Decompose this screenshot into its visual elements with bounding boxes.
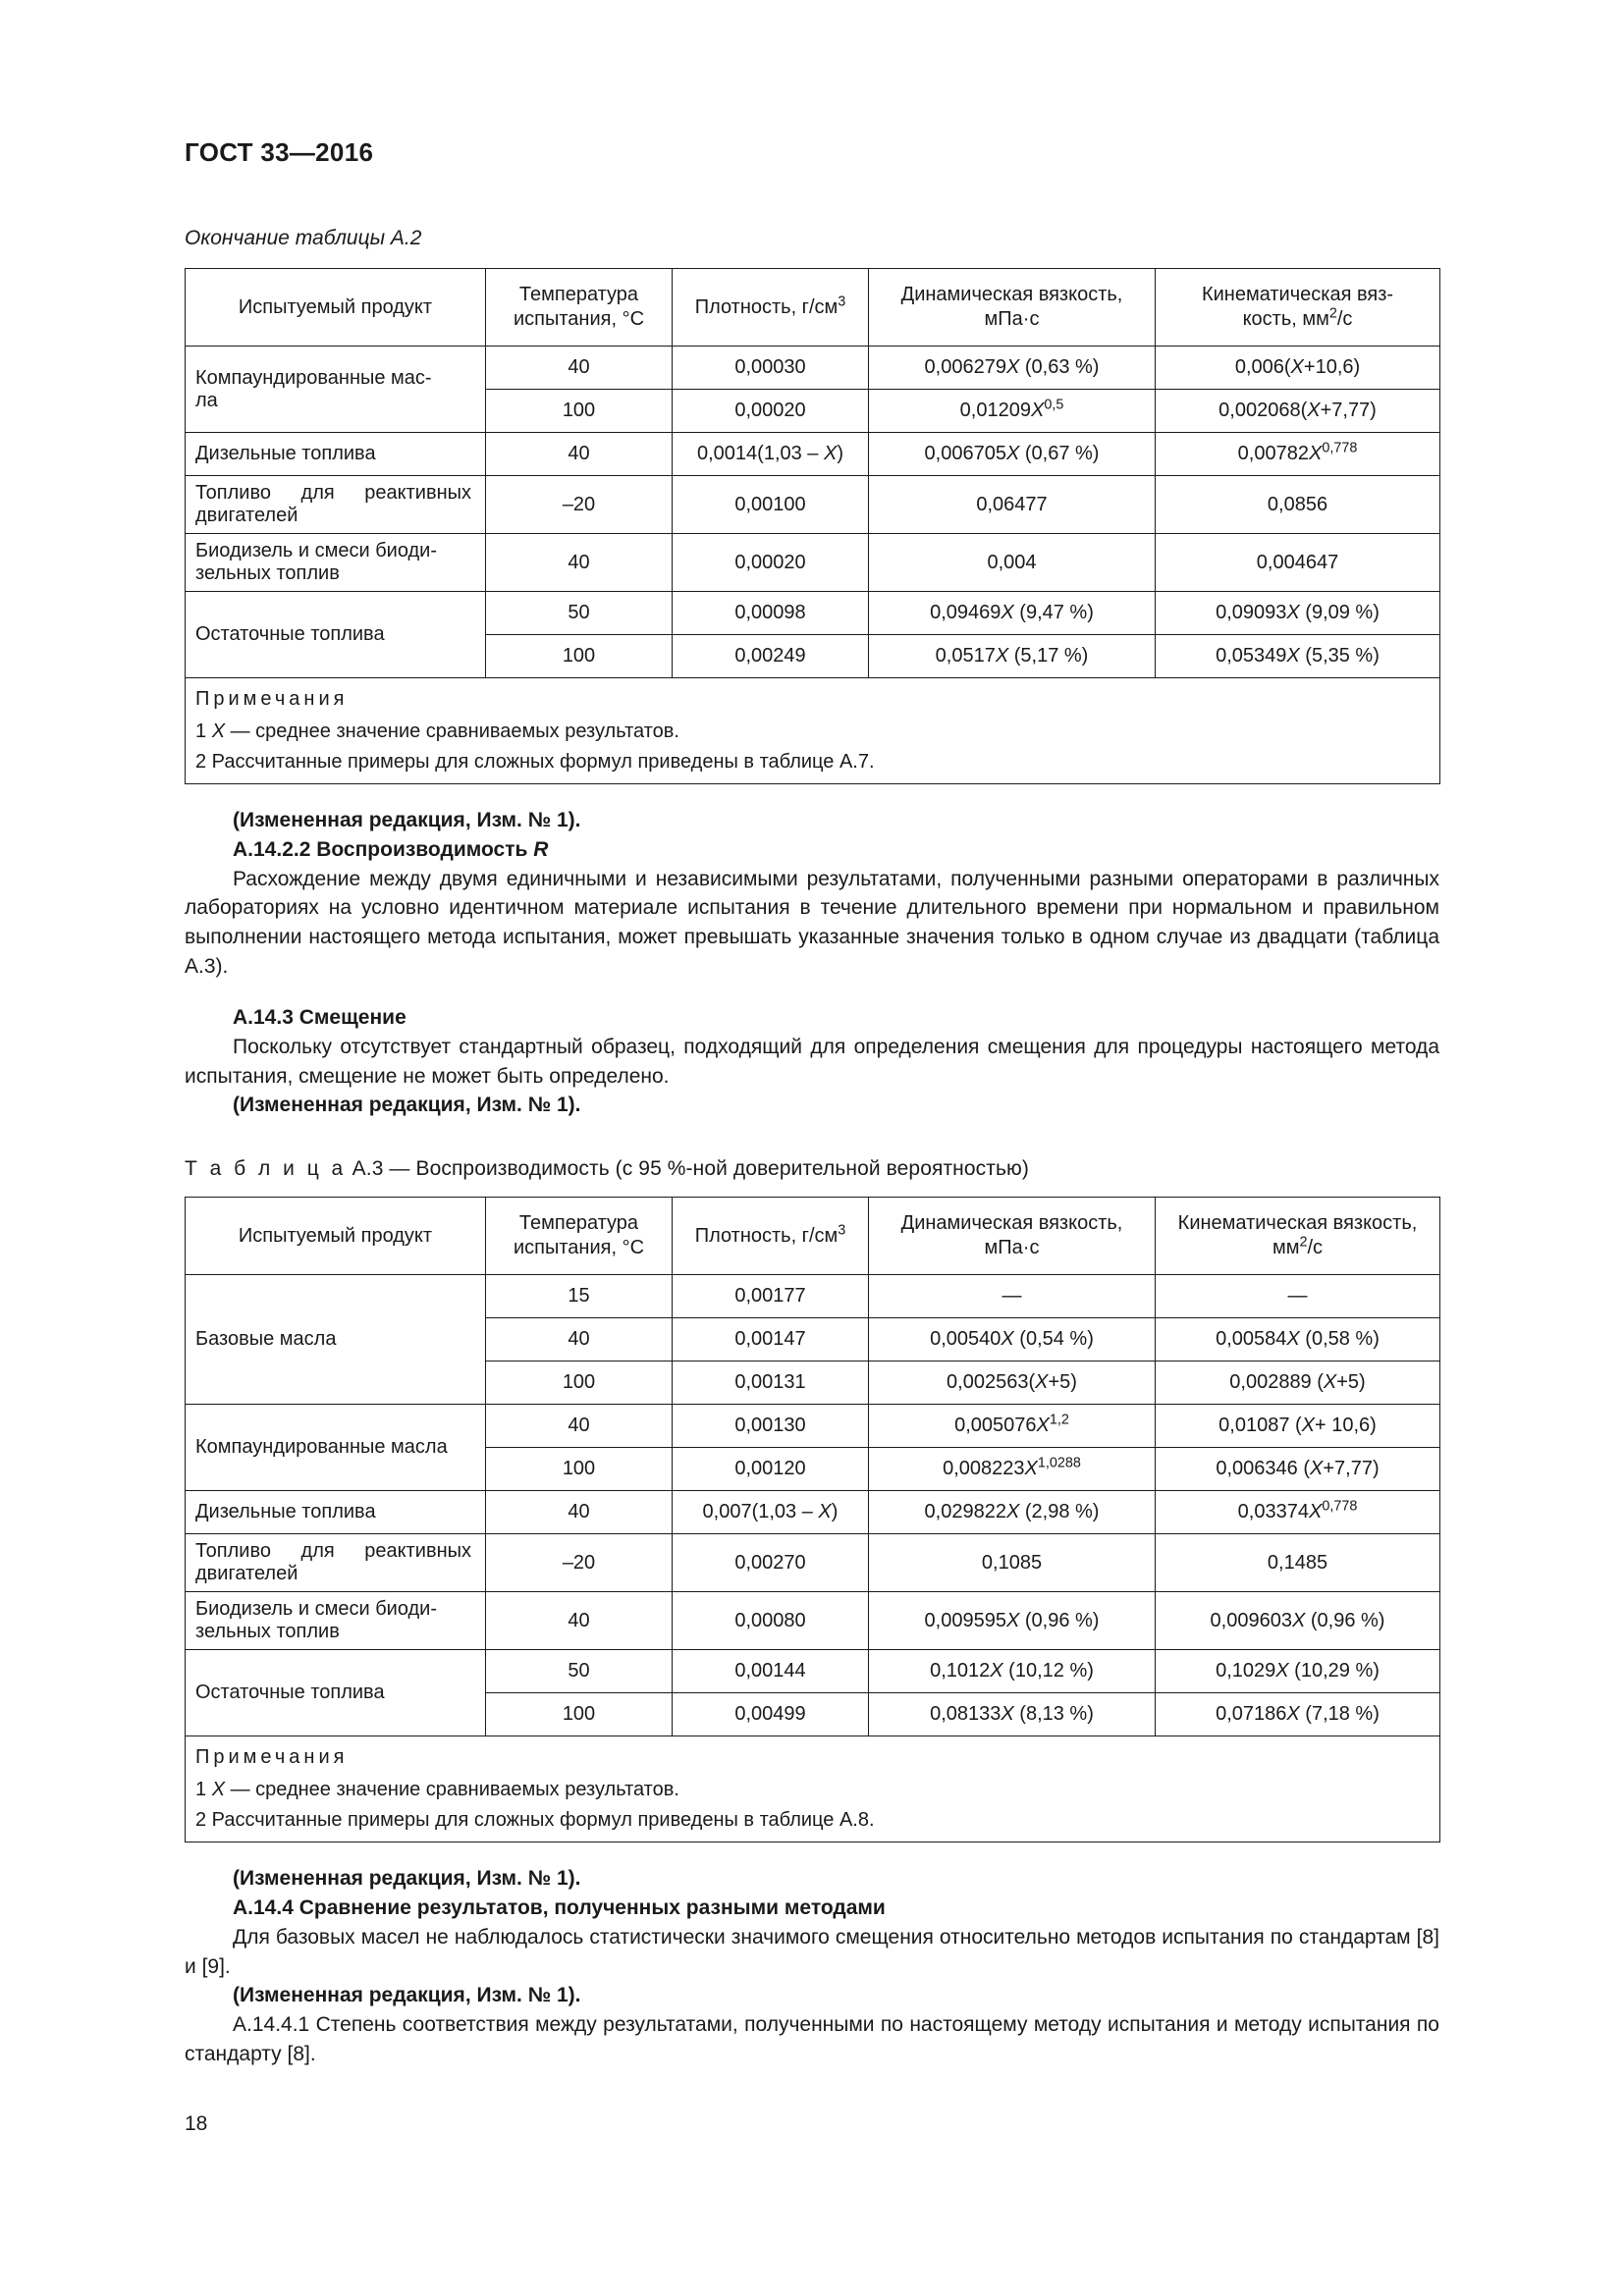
cell-density: 0,00249 (673, 635, 869, 678)
table-row (186, 1592, 1440, 1650)
column-header-kinematic-viscosity: Кинематическая вязкость, $мм^2/с$ (1156, 1198, 1440, 1275)
column-header-dynamic-viscosity: Динамическая вязкость, мПа·с (869, 269, 1156, 347)
cell-kinematic: 0,07186X (7,18 %) (1156, 1693, 1440, 1736)
cell-product: Остаточные топлива (186, 592, 486, 678)
cell-dynamic: $0,005076X^{1,2}$ (869, 1405, 1156, 1448)
cell-temperature: 100 (486, 390, 673, 433)
column-header-dynamic-viscosity: Динамическая вязкость, мПа·с (869, 1198, 1156, 1275)
column-header-kinematic-viscosity: Кинематическая вяз- кость, $мм^2/с$ (1156, 269, 1440, 347)
table-a2 (185, 268, 1440, 784)
cell-product: Биодизель и смеси биоди- зельных топлив (186, 1592, 486, 1650)
cell-density: 0,00144 (673, 1650, 869, 1693)
heading-a-14-3: А.14.3 Смещение (233, 1005, 406, 1029)
page-title: ГОСТ 33—2016 (185, 137, 374, 167)
cell-temperature: 40 (486, 1318, 673, 1362)
cell-temperature: 40 (486, 347, 673, 390)
notes-title: Примечания (195, 688, 349, 710)
cell-product: Остаточные топлива (186, 1650, 486, 1736)
table-a3-notes-row (186, 1736, 1440, 1842)
column-header-temperature: Температура испытания, °C (486, 1198, 673, 1275)
paragraph-a-14-3: Поскольку отсутствует стандартный образец, подходящий для определения смещения для процедуры настоящего метода испытания, смещение не может быть определено. (185, 1035, 1439, 1088)
cell-temperature: 40 (486, 1405, 673, 1448)
table-notes (186, 678, 1440, 784)
table-a3-caption-rest: А.3 — Воспроизводимость (с 95 %-ной доверительной вероятностью) (352, 1157, 1029, 1181)
table-row (186, 347, 1440, 390)
table-row (186, 1275, 1440, 1318)
cell-temperature: 15 (486, 1275, 673, 1318)
note-item: 1 X — среднее значение сравниваемых результатов. (195, 721, 679, 742)
cell-density: 0,0014(1,03 – X) (673, 433, 869, 476)
cell-product: Дизельные топлива (186, 1491, 486, 1534)
cell-kinematic: 0,01087 (X+ 10,6) (1156, 1405, 1440, 1448)
table-row (186, 433, 1440, 476)
note-item: 2 Рассчитанные примеры для сложных формул приведены в таблице А.8. (195, 1809, 875, 1832)
cell-dynamic: 0,1012X (10,12 %) (869, 1650, 1156, 1693)
cell-product: Компаундированные масла (186, 1405, 486, 1491)
cell-dynamic: 0,002563(X+5) (869, 1362, 1156, 1405)
column-header-temperature: Температура испытания, °C (486, 269, 673, 347)
cell-dynamic: 0,004 (869, 534, 1156, 592)
cell-density: 0,00080 (673, 1592, 869, 1650)
cell-dynamic: — (869, 1275, 1156, 1318)
notes-title: Примечания (195, 1746, 349, 1769)
cell-product: Базовые масла (186, 1275, 486, 1405)
cell-dynamic: 0,1085 (869, 1534, 1156, 1592)
column-header-density: Плотность, $г/см^3$ (673, 1198, 869, 1275)
cell-temperature: –20 (486, 1534, 673, 1592)
table-a2-caption: Окончание таблицы А.2 (185, 227, 422, 249)
cell-temperature: 50 (486, 1650, 673, 1693)
table-row (186, 592, 1440, 635)
cell-kinematic: 0,004647 (1156, 534, 1440, 592)
cell-dynamic: 0,009595X (0,96 %) (869, 1592, 1156, 1650)
table-a3-caption-prefix: Т а б л и ц а (185, 1157, 347, 1181)
cell-temperature: 100 (486, 1362, 673, 1405)
cell-density: 0,00270 (673, 1534, 869, 1592)
paragraph-a-14-4-1: А.14.4.1 Степень соответствия между результатами, полученными по настоящему методу испытания и методу испытания по стандарту [8]. (185, 2013, 1439, 2065)
cell-kinematic: $0,03374X^{0,778}$ (1156, 1491, 1440, 1534)
table-row (186, 476, 1440, 534)
cell-kinematic: 0,002068(X+7,77) (1156, 390, 1440, 433)
table-a3-header-row (186, 1198, 1440, 1275)
cell-temperature: 100 (486, 1448, 673, 1491)
cell-dynamic: 0,06477 (869, 476, 1156, 534)
cell-kinematic: 0,0856 (1156, 476, 1440, 534)
cell-dynamic: 0,006279X (0,63 %) (869, 347, 1156, 390)
table-row (186, 1650, 1440, 1693)
cell-temperature: 100 (486, 1693, 673, 1736)
column-header-product: Испытуемый продукт (186, 1198, 486, 1275)
cell-density: 0,00020 (673, 390, 869, 433)
paragraph-a-14-2-2: Расхождение между двумя единичными и независимыми результатами, полученными разными операторами в различных лабораториях на условно идентичном материале испытания в течение длительного времени при нормальном и правильном выполнении настоящего метода испытания, может превышать указанные значения только в одном случае из двадцати (таблица А.3). (185, 867, 1439, 979)
table-row (186, 534, 1440, 592)
cell-dynamic: 0,09469X (9,47 %) (869, 592, 1156, 635)
column-header-product: Испытуемый продукт (186, 269, 486, 347)
table-notes (186, 1736, 1440, 1842)
table-a2-notes-row (186, 678, 1440, 784)
cell-kinematic: 0,1485 (1156, 1534, 1440, 1592)
table-a3-caption (185, 1157, 1439, 1181)
cell-product: Компаундированные мас- ла (186, 347, 486, 433)
cell-temperature: 50 (486, 592, 673, 635)
cell-kinematic: $0,00782X^{0,778}$ (1156, 433, 1440, 476)
table-a3 (185, 1197, 1440, 1842)
cell-density: 0,00100 (673, 476, 869, 534)
cell-dynamic: 0,08133X (8,13 %) (869, 1693, 1156, 1736)
cell-kinematic: 0,00584X (0,58 %) (1156, 1318, 1440, 1362)
amended-note-3: (Измененная редакция, Изм. № 1). (233, 1867, 581, 1891)
column-header-density: Плотность, $г/см^3$ (673, 269, 869, 347)
cell-product: Топливо для реактивных двигателей (186, 1534, 486, 1592)
amended-note-1: (Измененная редакция, Изм. № 1). (233, 809, 581, 831)
cell-dynamic: 0,00540X (0,54 %) (869, 1318, 1156, 1362)
cell-kinematic: 0,009603X (0,96 %) (1156, 1592, 1440, 1650)
cell-dynamic: $0,008223X^{1,0288}$ (869, 1448, 1156, 1491)
cell-temperature: 40 (486, 1491, 673, 1534)
heading-a-14-4: А.14.4 Сравнение результатов, полученных разными методами (233, 1896, 886, 1919)
cell-temperature: –20 (486, 476, 673, 534)
cell-temperature: 40 (486, 433, 673, 476)
cell-kinematic: 0,002889 (X+5) (1156, 1362, 1440, 1405)
cell-density: 0,007(1,03 – X) (673, 1491, 869, 1534)
cell-temperature: 40 (486, 534, 673, 592)
amended-note-2: (Измененная редакция, Изм. № 1). (233, 1094, 581, 1117)
note-item: 2 Рассчитанные примеры для сложных формул приведены в таблице А.7. (195, 751, 875, 773)
cell-density: 0,00120 (673, 1448, 869, 1491)
cell-kinematic: 0,05349X (5,35 %) (1156, 635, 1440, 678)
table-row (186, 1405, 1440, 1448)
cell-density: 0,00030 (673, 347, 869, 390)
cell-density: 0,00177 (673, 1275, 869, 1318)
paragraph-a-14-4: Для базовых масел не наблюдалось статистически значимого смещения относительно методов испытания по стандартам [8] и [9]. (185, 1925, 1439, 1978)
cell-product: Биодизель и смеси биоди- зельных топлив (186, 534, 486, 592)
cell-product: Топливо для реактивных двигателей (186, 476, 486, 534)
cell-density: 0,00130 (673, 1405, 869, 1448)
cell-dynamic: $0,01209X^{0,5}$ (869, 390, 1156, 433)
page-number: 18 (185, 2112, 208, 2135)
cell-dynamic: 0,0517X (5,17 %) (869, 635, 1156, 678)
cell-density: 0,00098 (673, 592, 869, 635)
cell-kinematic: 0,006346 (X+7,77) (1156, 1448, 1440, 1491)
cell-density: 0,00131 (673, 1362, 869, 1405)
cell-temperature: 100 (486, 635, 673, 678)
note-item: 1 X — среднее значение сравниваемых результатов. (195, 1779, 679, 1801)
cell-temperature: 40 (486, 1592, 673, 1650)
cell-kinematic: 0,006(X+10,6) (1156, 347, 1440, 390)
table-row (186, 1491, 1440, 1534)
cell-density: 0,00147 (673, 1318, 869, 1362)
cell-kinematic: 0,09093X (9,09 %) (1156, 592, 1440, 635)
cell-product: Дизельные топлива (186, 433, 486, 476)
cell-kinematic: — (1156, 1275, 1440, 1318)
cell-density: 0,00499 (673, 1693, 869, 1736)
cell-density: 0,00020 (673, 534, 869, 592)
amended-note-4: (Измененная редакция, Изм. № 1). (233, 1984, 581, 2007)
cell-dynamic: 0,006705X (0,67 %) (869, 433, 1156, 476)
cell-kinematic: 0,1029X (10,29 %) (1156, 1650, 1440, 1693)
heading-a-14-2-2: А.14.2.2 Воспроизводимость R (233, 837, 549, 861)
table-a2-header-row (186, 269, 1440, 347)
table-row (186, 1534, 1440, 1592)
cell-dynamic: 0,029822X (2,98 %) (869, 1491, 1156, 1534)
